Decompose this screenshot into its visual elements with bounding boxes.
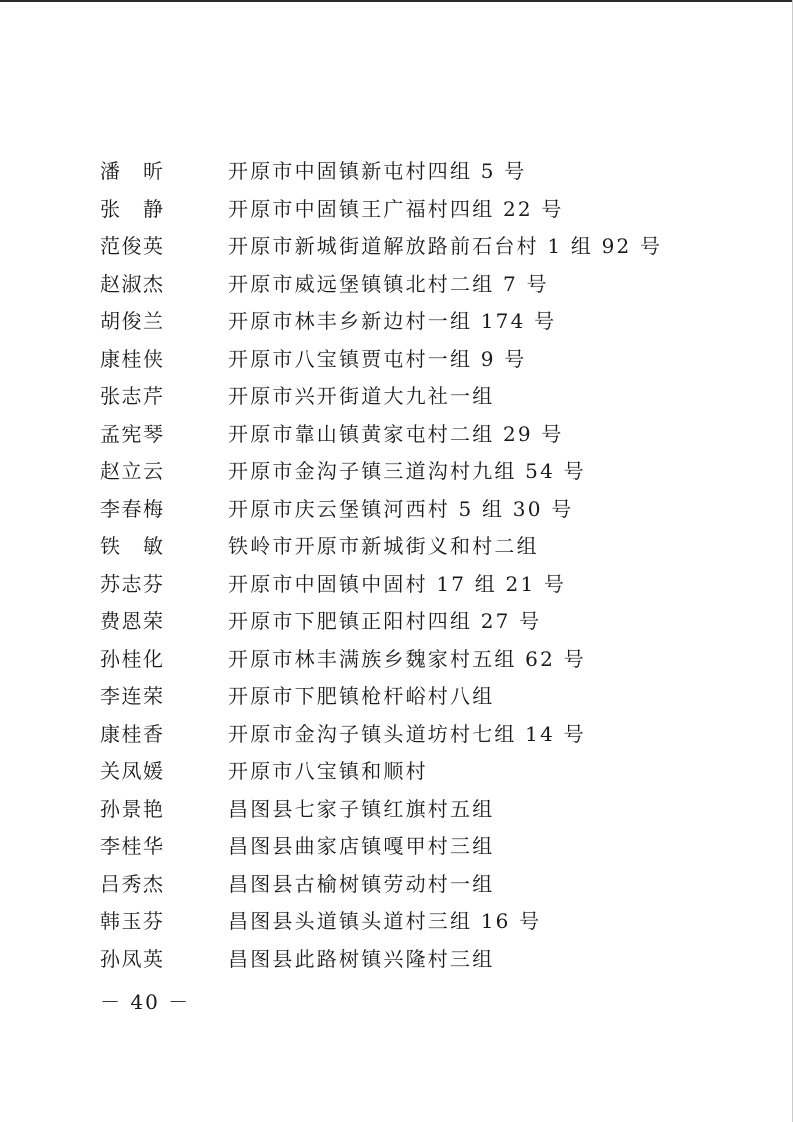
- person-address: 开原市林丰乡新边村一组 174 号: [228, 309, 557, 333]
- person-name: 潘 昕: [100, 159, 164, 183]
- list-item: [0, 716, 793, 754]
- list-item: [0, 153, 793, 191]
- person-name: 康桂香: [100, 721, 164, 746]
- person-address: 开原市八宝镇和顺村: [228, 759, 428, 783]
- list-item: [0, 566, 793, 604]
- person-name: 李桂华: [100, 834, 164, 858]
- person-address: 开原市金沟子镇头道坊村七组 14 号: [228, 721, 586, 746]
- list-item: [0, 603, 793, 641]
- person-address: 开原市金沟子镇三道沟村九组 54 号: [228, 459, 586, 483]
- list-item: [0, 228, 793, 266]
- person-address: 开原市中固镇中固村 17 组 21 号: [228, 571, 567, 596]
- address-list: [0, 153, 793, 978]
- person-address: 开原市八宝镇贾屯村一组 9 号: [228, 346, 527, 371]
- person-address: 开原市下肥镇枪杆峪村八组: [228, 684, 495, 708]
- list-item: [0, 903, 793, 941]
- person-address: 昌图县此路树镇兴隆村三组: [228, 946, 495, 971]
- person-address: 开原市中固镇王广福村四组 22 号: [228, 196, 564, 221]
- person-name: 孙景艳: [100, 796, 164, 821]
- list-item: [0, 453, 793, 491]
- person-name: 韩玉芬: [100, 909, 164, 933]
- person-address: 开原市中固镇新屯村四组 5 号: [228, 159, 527, 183]
- person-name: 孙凤英: [100, 946, 164, 971]
- person-name: 赵立云: [100, 459, 164, 483]
- person-address: 昌图县古榆树镇劳动村一组: [228, 871, 495, 896]
- person-name: 关凤媛: [100, 759, 164, 783]
- list-item: [0, 416, 793, 454]
- person-address: 昌图县曲家店镇嘎甲村三组: [228, 834, 495, 858]
- person-name: 康桂侠: [100, 346, 164, 371]
- person-name: 张志芹: [100, 384, 164, 408]
- person-name: 孟宪琴: [100, 421, 164, 446]
- person-address: 开原市威远堡镇镇北村二组 7 号: [228, 271, 549, 296]
- person-name: 孙桂化: [100, 646, 164, 671]
- list-item: [0, 266, 793, 304]
- list-item: [0, 866, 793, 904]
- list-item: [0, 378, 793, 416]
- person-name: 李连荣: [100, 684, 164, 708]
- list-item: [0, 303, 793, 341]
- person-name: 范俊英: [100, 234, 164, 258]
- person-name: 李春梅: [100, 496, 164, 521]
- person-address: 开原市新城街道解放路前石台村 1 组 92 号: [228, 234, 663, 258]
- list-item: [0, 941, 793, 979]
- list-item: [0, 528, 793, 566]
- person-name: 吕秀杰: [100, 871, 164, 896]
- scan-top-edge: [0, 0, 793, 2]
- list-item: [0, 828, 793, 866]
- person-address: 开原市靠山镇黄家屯村二组 29 号: [228, 421, 564, 446]
- person-address: 铁岭市开原市新城街义和村二组: [228, 534, 539, 558]
- page-number: － 40 －: [100, 990, 191, 1014]
- list-item: [0, 491, 793, 529]
- list-item: [0, 191, 793, 229]
- person-address: 昌图县头道镇头道村三组 16 号: [228, 909, 542, 933]
- list-item: [0, 753, 793, 791]
- person-name: 张 静: [100, 196, 164, 221]
- person-address: 开原市林丰满族乡魏家村五组 62 号: [228, 646, 586, 671]
- person-address: 开原市庆云堡镇河西村 5 组 30 号: [228, 496, 574, 521]
- person-address: 开原市兴开街道大九社一组: [228, 384, 495, 408]
- list-item: [0, 791, 793, 829]
- person-name: 费恩荣: [100, 609, 164, 633]
- person-name: 铁 敏: [100, 534, 164, 558]
- list-item: [0, 641, 793, 679]
- person-name: 胡俊兰: [100, 309, 164, 333]
- person-name: 赵淑杰: [100, 271, 164, 296]
- list-item: [0, 341, 793, 379]
- person-address: 开原市下肥镇正阳村四组 27 号: [228, 609, 542, 633]
- person-name: 苏志芬: [100, 571, 164, 596]
- list-item: [0, 678, 793, 716]
- person-address: 昌图县七家子镇红旗村五组: [228, 796, 495, 821]
